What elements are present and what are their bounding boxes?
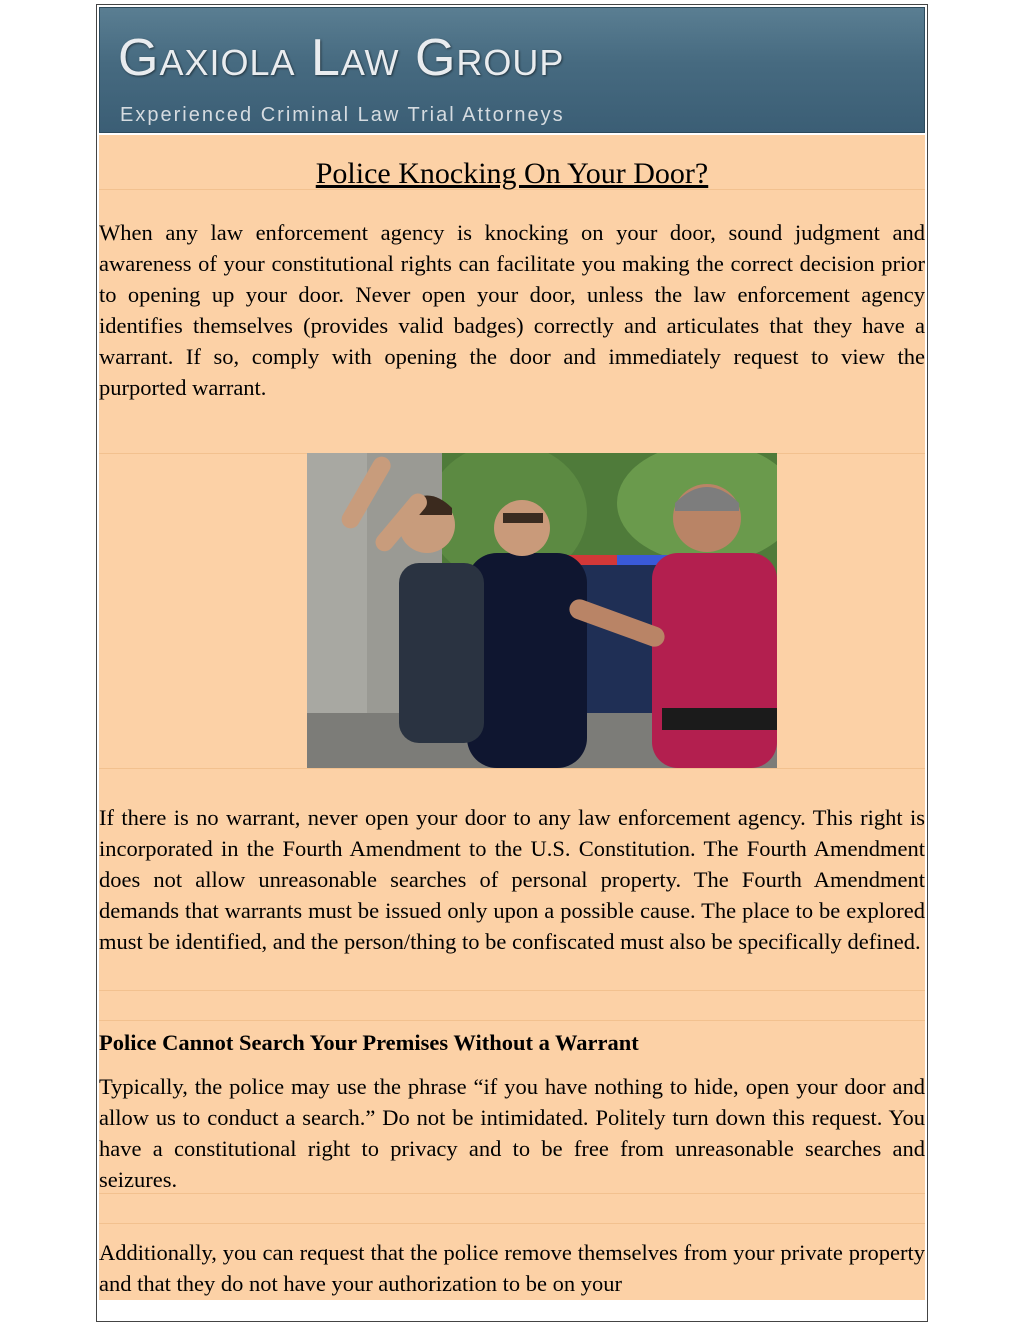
article-title: Police Knocking On Your Door? <box>315 157 709 190</box>
paragraph-intro: When any law enforcement agency is knocking on your door, sound judgment and awareness of your constitutional rights can facilitate you making the correct decision prior to opening up your door. Never open your door, unless the law enforcement agency identifies themselves (provides valid badges) correctly and articulates that they have a warrant. If so, comply with opening the door and immediately request to view the purported warrant. <box>99 220 925 400</box>
paragraph-fourth-amendment: If there is no warrant, never open your door to any law enforcement agency. This right is incorporated in the Fourth Amendment to the U.S. Constitution. The Fourth Amendment does not allow unreasonable searches of personal property. The Fourth Amendment demands that warrants must be issued only upon a possible cause. The place to be explored must be identified, and the person/thing to be confiscated must also be specifically defined. <box>99 805 925 954</box>
firm-name: Gaxiola Law Group <box>118 29 565 87</box>
divider <box>99 1223 925 1224</box>
article-content <box>99 135 925 1300</box>
section-heading: Police Cannot Search Your Premises Without a Warrant <box>99 1030 639 1055</box>
firm-tagline: Experienced Criminal Law Trial Attorneys <box>120 104 565 126</box>
divider <box>99 768 925 769</box>
firm-banner <box>99 7 925 133</box>
paragraph-additionally: Additionally, you can request that the police remove themselves from your private property and that they do not have your authorization to be on your <box>99 1240 925 1296</box>
document-page <box>96 4 928 1322</box>
divider <box>99 1020 925 1021</box>
paragraph-privacy: Typically, the police may use the phrase “if you have nothing to hide, open your door and allow us to conduct a search.” Do not be intimidated. Politely turn down this request. You have a constitutional right to privacy and to be free from unreasonable searches and seizures. <box>99 1074 925 1192</box>
police-search-photo <box>307 453 777 768</box>
divider <box>99 990 925 991</box>
divider <box>99 1193 925 1194</box>
